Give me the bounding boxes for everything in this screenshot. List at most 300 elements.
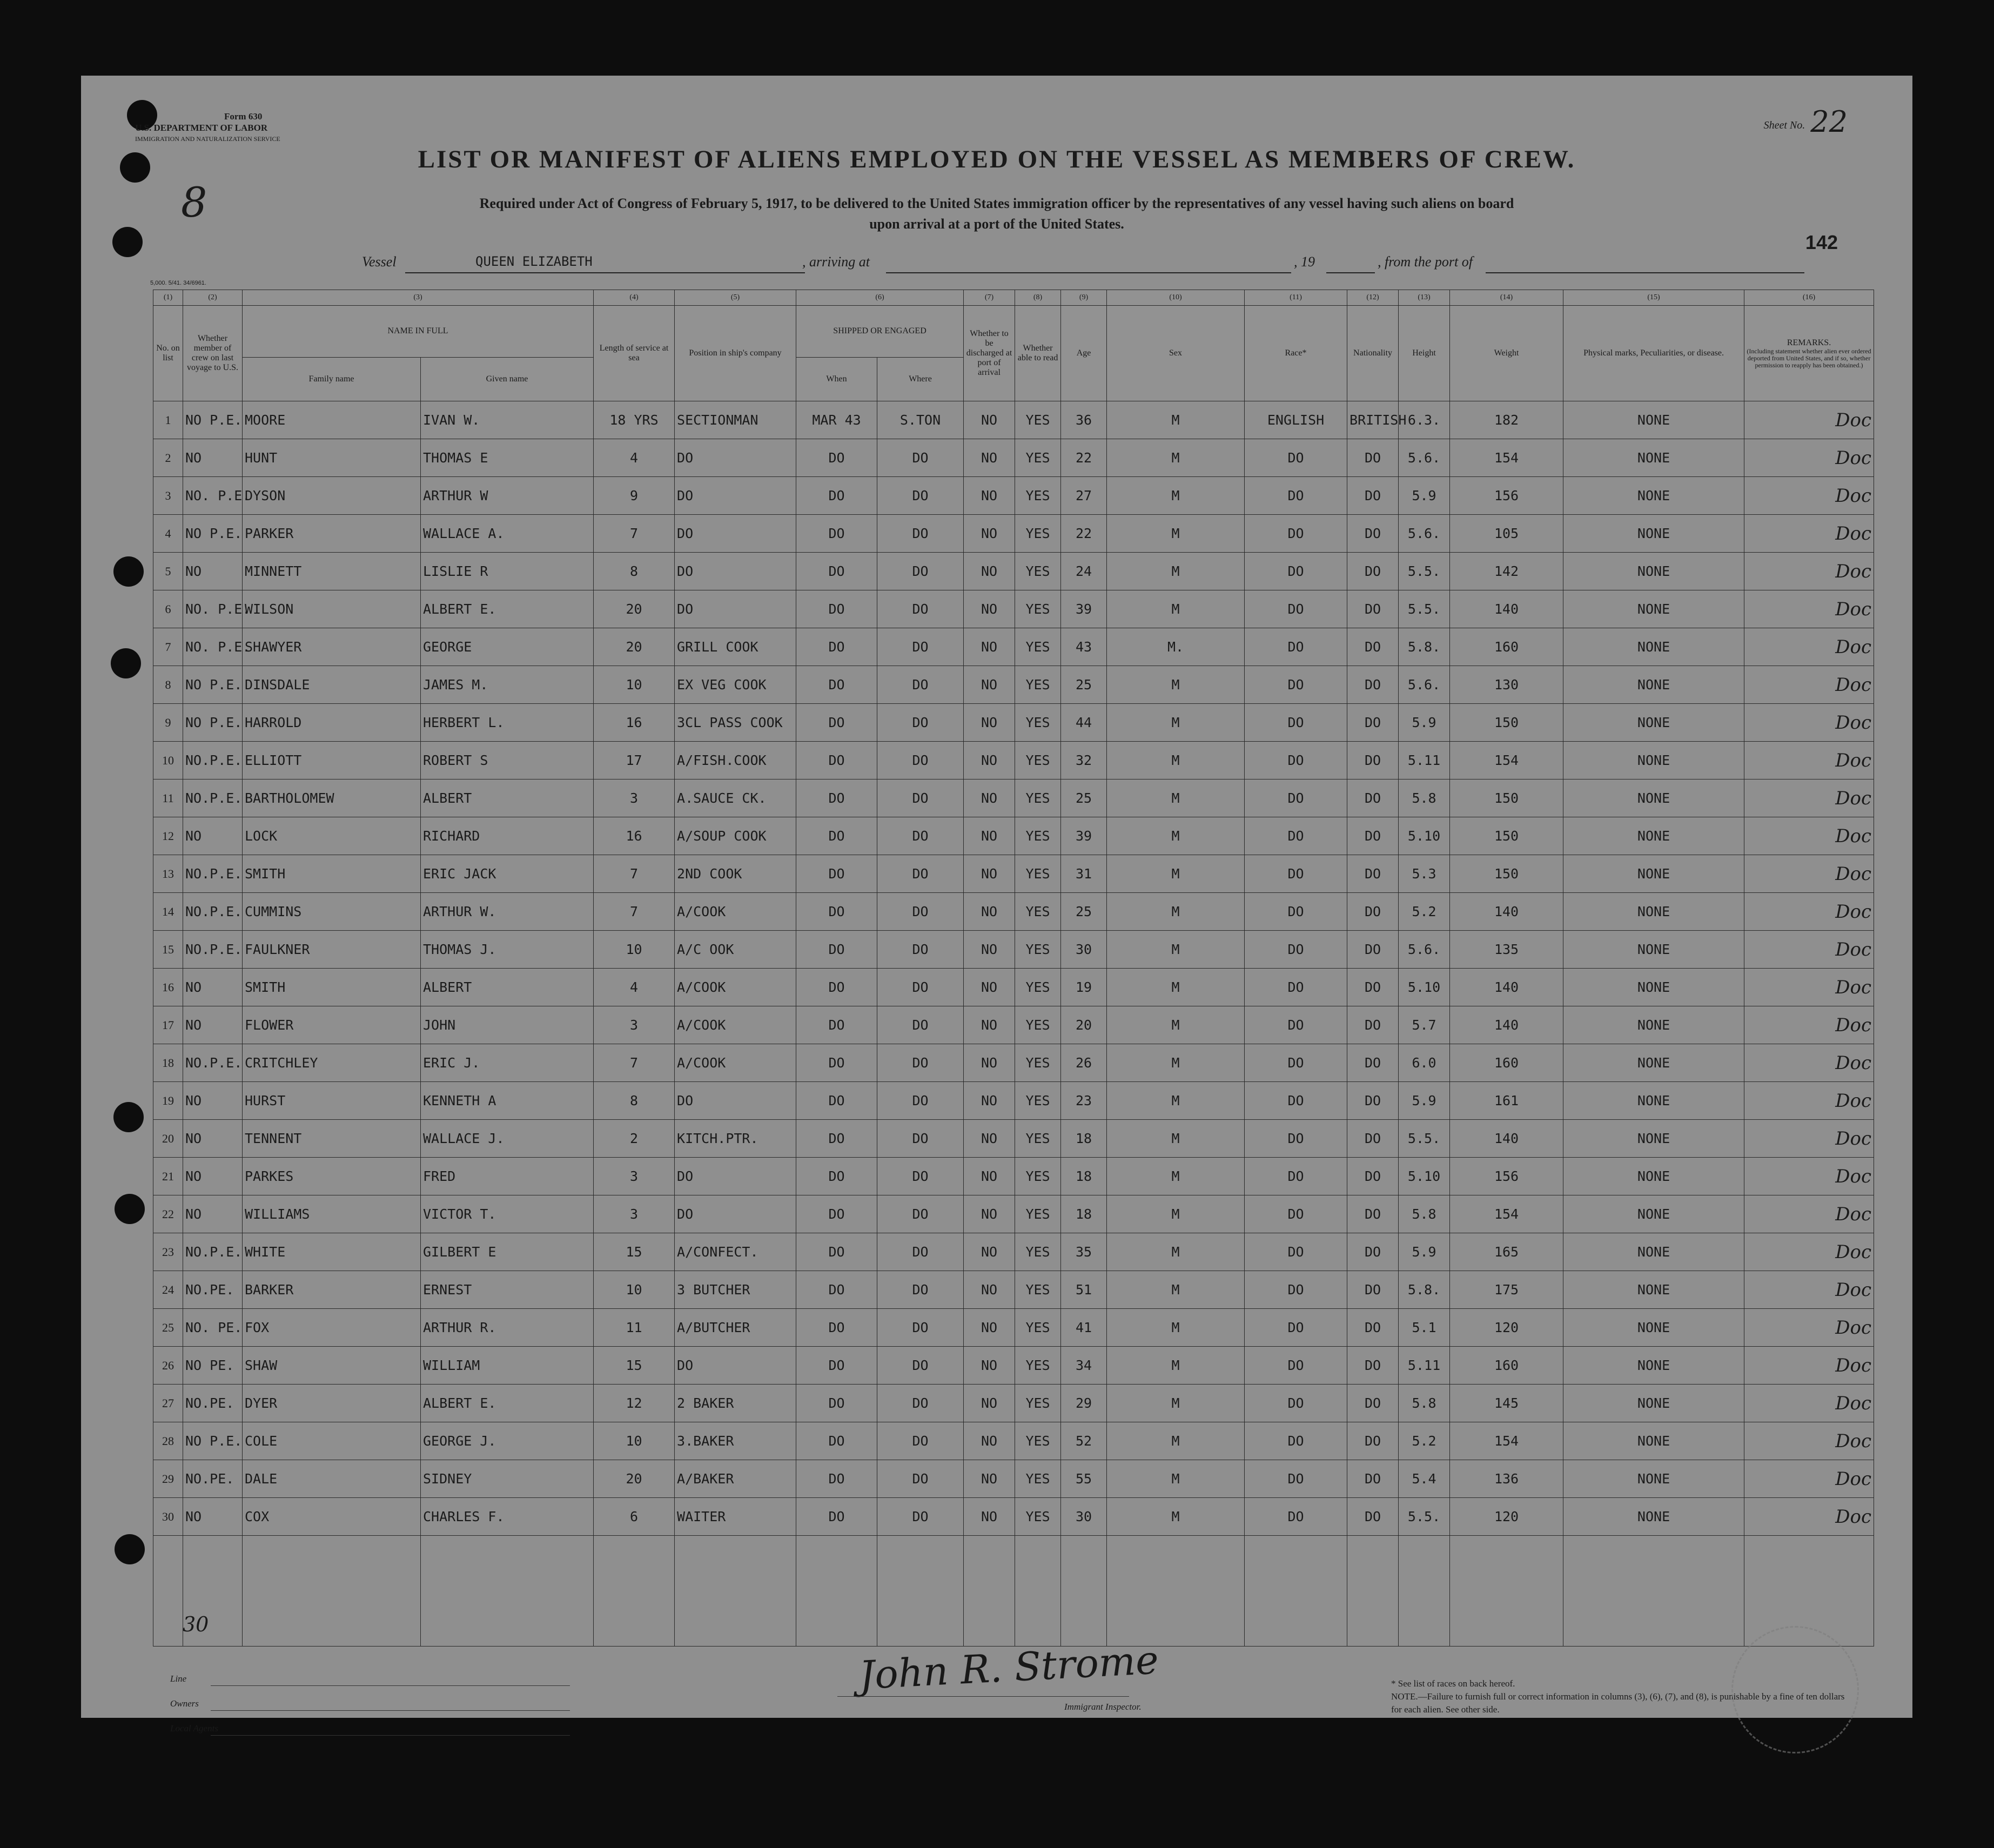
row-number-cell — [153, 477, 183, 515]
age-cell — [1061, 515, 1107, 553]
family-name: DINSDALE — [245, 677, 310, 693]
shipped-when: DO — [828, 1206, 845, 1222]
shipped-when: DO — [828, 1358, 845, 1373]
given-name: WALLACE J. — [423, 1131, 505, 1146]
service-length: 8 — [629, 1093, 639, 1108]
shipped-when: DO — [828, 715, 845, 730]
able-to-read: YES — [1025, 677, 1050, 693]
service-name: IMMIGRATION AND NATURALIZATION SERVICE — [135, 135, 280, 143]
vessel-name: QUEEN ELIZABETH — [475, 254, 593, 269]
member-last-voyage: NO — [185, 1168, 202, 1184]
weight: 120 — [1494, 1509, 1519, 1524]
shipped-when: DO — [828, 866, 845, 882]
family-name: MOORE — [245, 412, 286, 428]
row-number-cell — [153, 1158, 183, 1195]
height-cell — [1399, 969, 1450, 1006]
inspector-label: Immigrant Inspector. — [1064, 1702, 1142, 1712]
shipped-when: DO — [828, 1509, 845, 1524]
race: DO — [1287, 1206, 1304, 1222]
sex-cell — [1107, 969, 1245, 1006]
row-number: 29 — [162, 1471, 174, 1486]
column-number: (5) — [675, 290, 796, 306]
discharged: NO — [981, 1395, 998, 1411]
remarks: Doc — [1835, 749, 1872, 771]
height: 5.8 — [1412, 790, 1436, 806]
physical-marks-cell — [1563, 1233, 1744, 1271]
family-name-cell — [243, 817, 421, 855]
family-name: CUMMINS — [245, 904, 302, 919]
physical-marks: NONE — [1637, 677, 1670, 693]
age-cell — [1061, 1044, 1107, 1082]
able-to-read: YES — [1025, 715, 1050, 730]
height-cell — [1399, 1158, 1450, 1195]
able-to-read: YES — [1025, 1433, 1050, 1449]
remarks: Doc — [1835, 711, 1872, 734]
table-row — [153, 1158, 1874, 1195]
able-to-read-cell — [1015, 1498, 1061, 1536]
sex-cell — [1107, 1006, 1245, 1044]
position: GRILL COOK — [677, 639, 758, 655]
height-cell — [1399, 1347, 1450, 1385]
sex-cell — [1107, 1422, 1245, 1460]
given-name: GILBERT E — [423, 1244, 496, 1260]
position: A/COOK — [677, 904, 726, 919]
table-row — [153, 855, 1874, 893]
position: A/SOUP COOK — [677, 828, 767, 844]
sex-cell — [1107, 931, 1245, 969]
family-name: HURST — [245, 1093, 286, 1108]
race: DO — [1287, 1055, 1304, 1071]
column-number: (11) — [1245, 290, 1347, 306]
position-cell — [675, 1233, 796, 1271]
service-length-cell — [594, 553, 675, 590]
family-name-cell — [243, 893, 421, 931]
sex: M — [1171, 1358, 1180, 1373]
sex: M — [1171, 1093, 1180, 1108]
sex: M — [1171, 1320, 1180, 1335]
height: 6.3. — [1407, 412, 1441, 428]
height: 5.5. — [1407, 563, 1441, 579]
age-cell — [1061, 855, 1107, 893]
shipped-when-cell — [796, 1309, 877, 1347]
line-field-label: Line — [170, 1666, 570, 1691]
blank-cell — [796, 1536, 877, 1647]
able-to-read: YES — [1025, 526, 1050, 541]
weight-cell — [1450, 817, 1563, 855]
height-cell — [1399, 1385, 1450, 1422]
remarks: Doc — [1835, 1241, 1872, 1263]
position-cell — [675, 1309, 796, 1347]
vessel-label: Vessel — [362, 254, 397, 270]
shipped-when: DO — [828, 790, 845, 806]
age: 36 — [1075, 412, 1092, 428]
from-port-label: , from the port of — [1378, 254, 1473, 270]
age: 30 — [1075, 1509, 1092, 1524]
given-name-cell — [421, 401, 594, 439]
row-number: 24 — [162, 1282, 174, 1296]
table-row — [153, 1044, 1874, 1082]
shipped-where-cell — [877, 1309, 964, 1347]
weight: 160 — [1494, 1358, 1519, 1373]
remarks-cell — [1744, 1006, 1874, 1044]
service-length: 10 — [626, 677, 642, 693]
position: A/CONFECT. — [677, 1244, 758, 1260]
physical-marks-cell — [1563, 1044, 1744, 1082]
service-length-cell — [594, 590, 675, 628]
age: 32 — [1075, 752, 1092, 768]
shipped-where-cell — [877, 401, 964, 439]
blank-cell — [675, 1536, 796, 1647]
service-length: 8 — [629, 563, 639, 579]
remarks-cell — [1744, 1422, 1874, 1460]
discharged-cell — [964, 1422, 1015, 1460]
row-number: 23 — [162, 1245, 174, 1259]
shipped-where-cell — [877, 553, 964, 590]
race: DO — [1287, 715, 1304, 730]
height: 5.6. — [1407, 942, 1441, 957]
header-sex: Sex — [1107, 306, 1245, 401]
member-last-voyage: NO — [185, 828, 202, 844]
row-number-cell — [153, 1006, 183, 1044]
given-name-cell — [421, 1271, 594, 1309]
age-cell — [1061, 931, 1107, 969]
able-to-read-cell — [1015, 931, 1061, 969]
row-number: 8 — [165, 677, 171, 691]
sex-cell — [1107, 1271, 1245, 1309]
blank-row — [153, 1536, 1874, 1647]
row-number-cell — [153, 742, 183, 779]
discharged-cell — [964, 1044, 1015, 1082]
position-cell — [675, 779, 796, 817]
sex: M — [1171, 828, 1180, 844]
member-last-voyage: NO — [185, 450, 202, 466]
race-cell — [1245, 1422, 1347, 1460]
able-to-read-cell — [1015, 1271, 1061, 1309]
weight: 140 — [1494, 1131, 1519, 1146]
physical-marks: NONE — [1637, 1320, 1670, 1335]
position: A/COOK — [677, 1055, 726, 1071]
given-name: ARTHUR R. — [423, 1320, 496, 1335]
sex-cell — [1107, 1044, 1245, 1082]
nationality-cell — [1347, 855, 1399, 893]
family-name-cell — [243, 553, 421, 590]
remarks-cell — [1744, 477, 1874, 515]
nationality: DO — [1364, 904, 1381, 919]
shipped-where: DO — [912, 1017, 929, 1033]
column-number: (4) — [594, 290, 675, 306]
member-last-voyage: NO.P.E. — [185, 1055, 243, 1071]
remarks: Doc — [1835, 1506, 1872, 1528]
height: 5.11 — [1407, 752, 1441, 768]
sex-cell — [1107, 1082, 1245, 1120]
remarks-cell — [1744, 1309, 1874, 1347]
able-to-read-cell — [1015, 439, 1061, 477]
member-last-voyage-cell — [183, 1120, 243, 1158]
shipped-where-cell — [877, 1347, 964, 1385]
race: DO — [1287, 526, 1304, 541]
weight: 140 — [1494, 904, 1519, 919]
sex-cell — [1107, 1498, 1245, 1536]
sex-cell — [1107, 817, 1245, 855]
discharged-cell — [964, 1082, 1015, 1120]
discharged-cell — [964, 893, 1015, 931]
sex-cell — [1107, 1347, 1245, 1385]
sex-cell — [1107, 515, 1245, 553]
age: 39 — [1075, 828, 1092, 844]
weight: 136 — [1494, 1471, 1519, 1487]
sex-cell — [1107, 855, 1245, 893]
discharged-cell — [964, 969, 1015, 1006]
member-last-voyage-cell — [183, 477, 251, 515]
able-to-read: YES — [1025, 639, 1050, 655]
physical-marks: NONE — [1637, 1168, 1670, 1184]
race: DO — [1287, 904, 1304, 919]
physical-marks-cell — [1563, 704, 1744, 742]
given-name: ALBERT E. — [423, 601, 496, 617]
physical-marks: NONE — [1637, 1395, 1670, 1411]
member-last-voyage-cell — [183, 590, 251, 628]
given-name-cell — [421, 742, 594, 779]
remarks-cell — [1744, 439, 1874, 477]
service-length: 7 — [629, 904, 639, 919]
member-last-voyage-cell — [183, 1158, 243, 1195]
table-row — [153, 1422, 1874, 1460]
physical-marks-cell — [1563, 1309, 1744, 1347]
race: DO — [1287, 488, 1304, 503]
nationality: DO — [1364, 1168, 1381, 1184]
nationality-cell — [1347, 779, 1399, 817]
discharged: NO — [981, 563, 998, 579]
given-name-cell — [421, 1120, 594, 1158]
member-last-voyage: NO — [185, 1206, 202, 1222]
age: 35 — [1075, 1244, 1092, 1260]
discharged: NO — [981, 1055, 998, 1071]
physical-marks-cell — [1563, 817, 1744, 855]
able-to-read: YES — [1025, 488, 1050, 503]
weight: 154 — [1494, 450, 1519, 466]
sex: M — [1171, 752, 1180, 768]
service-length: 10 — [626, 1282, 642, 1298]
discharged: NO — [981, 866, 998, 882]
position: A/FISH.COOK — [677, 752, 767, 768]
shipped-when-cell — [796, 1271, 877, 1309]
family-name-cell — [243, 515, 421, 553]
row-number: 27 — [162, 1396, 174, 1410]
row-number-cell — [153, 1498, 183, 1536]
height-cell — [1399, 931, 1450, 969]
given-name-cell — [421, 439, 594, 477]
physical-marks: NONE — [1637, 639, 1670, 655]
weight-cell — [1450, 628, 1563, 666]
given-name-cell — [421, 1233, 594, 1271]
discharged-cell — [964, 931, 1015, 969]
height-cell — [1399, 439, 1450, 477]
family-name-cell — [243, 477, 421, 515]
age-cell — [1061, 1460, 1107, 1498]
height: 5.8. — [1407, 639, 1441, 655]
position-cell — [675, 1082, 796, 1120]
service-length-cell — [594, 1082, 675, 1120]
height-cell — [1399, 1044, 1450, 1082]
weight-cell — [1450, 1460, 1563, 1498]
service-length: 2 — [629, 1131, 639, 1146]
age-cell — [1061, 401, 1107, 439]
race-cell — [1245, 666, 1347, 704]
able-to-read: YES — [1025, 1206, 1050, 1222]
remarks-cell — [1744, 704, 1874, 742]
height-cell — [1399, 477, 1450, 515]
table-row — [153, 704, 1874, 742]
race: DO — [1287, 1017, 1304, 1033]
race: DO — [1287, 1131, 1304, 1146]
row-number: 2 — [165, 451, 171, 465]
able-to-read-cell — [1015, 666, 1061, 704]
height-cell — [1399, 1271, 1450, 1309]
height-cell — [1399, 1195, 1450, 1233]
height-cell — [1399, 1082, 1450, 1120]
given-name-cell — [421, 1309, 594, 1347]
physical-marks-cell — [1563, 1195, 1744, 1233]
family-name: FAULKNER — [245, 942, 310, 957]
member-last-voyage: NO.P.E. — [185, 866, 243, 882]
weight-cell — [1450, 666, 1563, 704]
weight-cell — [1450, 477, 1563, 515]
service-length-cell — [594, 893, 675, 931]
position: DO — [677, 563, 694, 579]
position-cell — [675, 439, 796, 477]
height: 5.8 — [1412, 1206, 1436, 1222]
given-name-cell — [421, 893, 594, 931]
discharged: NO — [981, 677, 998, 693]
shipped-where-cell — [877, 439, 964, 477]
total-count: 30 — [183, 1612, 209, 1636]
remarks-cell — [1744, 931, 1874, 969]
weight: 145 — [1494, 1395, 1519, 1411]
weight: 135 — [1494, 942, 1519, 957]
sex-cell — [1107, 1158, 1245, 1195]
binder-hole — [113, 556, 144, 587]
service-length-cell — [594, 742, 675, 779]
blank-cell — [153, 1536, 183, 1647]
weight-cell — [1450, 742, 1563, 779]
height: 5.2 — [1412, 1433, 1436, 1449]
position-cell — [675, 477, 796, 515]
nationality: DO — [1364, 715, 1381, 730]
remarks: Doc — [1835, 636, 1872, 658]
height-cell — [1399, 817, 1450, 855]
weight-cell — [1450, 1158, 1563, 1195]
discharged-cell — [964, 477, 1015, 515]
discharged: NO — [981, 1509, 998, 1524]
blank-cell — [1399, 1536, 1450, 1647]
family-name-cell — [243, 1044, 421, 1082]
race-cell — [1245, 439, 1347, 477]
position-cell — [675, 1158, 796, 1195]
row-number: 6 — [165, 602, 171, 616]
race: DO — [1287, 942, 1304, 957]
row-number-cell — [153, 401, 183, 439]
able-to-read: YES — [1025, 790, 1050, 806]
row-number: 21 — [162, 1169, 174, 1183]
physical-marks-cell — [1563, 969, 1744, 1006]
weight: 160 — [1494, 639, 1519, 655]
shipped-when: DO — [828, 488, 845, 503]
member-last-voyage: NO.P.E. — [185, 790, 243, 806]
nationality-cell — [1347, 666, 1399, 704]
member-last-voyage: NO PE. — [185, 1358, 234, 1373]
given-name-cell — [421, 590, 594, 628]
given-name-cell — [421, 969, 594, 1006]
position-cell — [675, 855, 796, 893]
nationality: DO — [1364, 752, 1381, 768]
service-length-cell — [594, 1309, 675, 1347]
header-family-name: Family name — [243, 357, 421, 401]
position-cell — [675, 1498, 796, 1536]
discharged-cell — [964, 1271, 1015, 1309]
member-last-voyage: NO — [185, 979, 202, 995]
given-name: CHARLES F. — [423, 1509, 505, 1524]
weight-cell — [1450, 1044, 1563, 1082]
discharged: NO — [981, 601, 998, 617]
service-length: 17 — [626, 752, 642, 768]
weight: 142 — [1494, 563, 1519, 579]
discharged: NO — [981, 790, 998, 806]
position: 3 BUTCHER — [677, 1282, 750, 1298]
race: DO — [1287, 677, 1304, 693]
age-cell — [1061, 1271, 1107, 1309]
service-length-cell — [594, 704, 675, 742]
height-cell — [1399, 666, 1450, 704]
position: A/COOK — [677, 1017, 726, 1033]
shipped-when: DO — [828, 1395, 845, 1411]
shipped-when: DO — [828, 979, 845, 995]
age: 19 — [1075, 979, 1092, 995]
able-to-read: YES — [1025, 1471, 1050, 1487]
position: DO — [677, 526, 694, 541]
physical-marks-cell — [1563, 1347, 1744, 1385]
able-to-read-cell — [1015, 515, 1061, 553]
nationality-cell — [1347, 817, 1399, 855]
given-name: ERIC JACK — [423, 866, 496, 882]
weight: 156 — [1494, 488, 1519, 503]
age-cell — [1061, 742, 1107, 779]
header-row — [153, 306, 1874, 358]
height: 5.4 — [1412, 1471, 1436, 1487]
sex: M — [1171, 790, 1180, 806]
sex-cell — [1107, 628, 1245, 666]
physical-marks: NONE — [1637, 1131, 1670, 1146]
discharged: NO — [981, 412, 998, 428]
shipped-where: DO — [912, 1168, 929, 1184]
remarks: Doc — [1835, 522, 1872, 545]
race: DO — [1287, 1433, 1304, 1449]
sex-cell — [1107, 1195, 1245, 1233]
given-name-cell — [421, 628, 594, 666]
shipped-when-cell — [796, 1385, 877, 1422]
height: 5.5. — [1407, 1131, 1441, 1146]
header-age: Age — [1061, 306, 1107, 401]
nationality: DO — [1364, 790, 1381, 806]
column-number: (1) — [153, 290, 183, 306]
able-to-read-cell — [1015, 855, 1061, 893]
age-cell — [1061, 439, 1107, 477]
physical-marks: NONE — [1637, 790, 1670, 806]
service-length-cell — [594, 1120, 675, 1158]
nationality-cell — [1347, 1082, 1399, 1120]
given-name-cell — [421, 1460, 594, 1498]
position-cell — [675, 1460, 796, 1498]
shipped-when-cell — [796, 893, 877, 931]
